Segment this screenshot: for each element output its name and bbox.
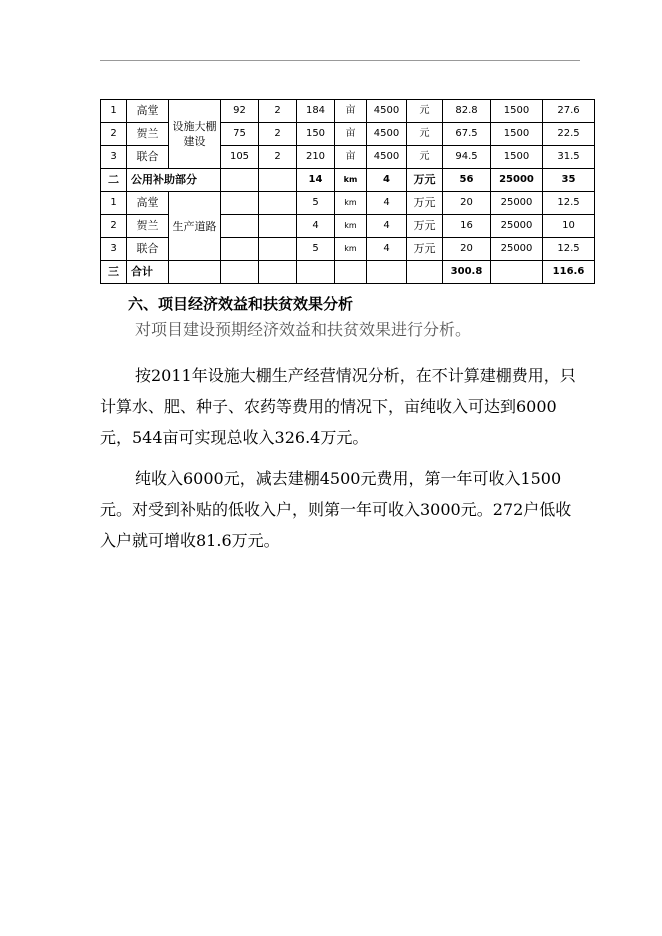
table-cell: 2	[259, 100, 297, 123]
table-cell: 元	[407, 123, 443, 146]
table-cell: 元	[407, 100, 443, 123]
table-cell: 亩	[335, 100, 367, 123]
table-cell: 万元	[407, 238, 443, 261]
table-cell	[259, 215, 297, 238]
table-cell: 2	[101, 215, 127, 238]
category-greenhouse: 设施大棚建设	[169, 100, 221, 169]
table-cell: 27.6	[543, 100, 595, 123]
table-cell: km	[335, 192, 367, 215]
table-cell: 35	[543, 169, 595, 192]
section-heading: 六、项目经济效益和扶贫效果分析	[128, 295, 354, 313]
table-cell: 2	[101, 123, 127, 146]
table-cell: 4	[367, 238, 407, 261]
table-cell: 4	[367, 192, 407, 215]
budget-table	[100, 99, 595, 284]
table-cell: 25000	[491, 169, 543, 192]
table-cell: 二	[101, 169, 127, 192]
table-cell: 4500	[367, 146, 407, 169]
table-cell	[491, 261, 543, 284]
section-intro: 对项目建设预期经济效益和扶贫效果进行分析。	[135, 320, 472, 339]
table-cell: 联合	[127, 238, 169, 261]
table-cell: 1500	[491, 123, 543, 146]
table-cell: 75	[221, 123, 259, 146]
table-cell: 合计	[127, 261, 169, 284]
table-cell: 210	[297, 146, 335, 169]
table-cell	[259, 261, 297, 284]
table-cell	[297, 261, 335, 284]
table-cell: 92	[221, 100, 259, 123]
table-cell	[221, 192, 259, 215]
table-cell	[221, 238, 259, 261]
table-cell: 25000	[491, 192, 543, 215]
table-cell: 4	[367, 169, 407, 192]
table-cell: 14	[297, 169, 335, 192]
table-cell: 1	[101, 192, 127, 215]
table-cell: 联合	[127, 146, 169, 169]
table-cell: 三	[101, 261, 127, 284]
table-cell: 2	[259, 146, 297, 169]
table-cell: 万元	[407, 215, 443, 238]
table-cell: 20	[443, 192, 491, 215]
table-cell	[221, 215, 259, 238]
category-road: 生产道路	[169, 192, 221, 261]
table-cell: 公用补助部分	[127, 169, 221, 192]
table-cell: 贺兰	[127, 123, 169, 146]
table-cell: 5	[297, 192, 335, 215]
table-cell: 82.8	[443, 100, 491, 123]
table-cell: 12.5	[543, 192, 595, 215]
table-cell: 万元	[407, 169, 443, 192]
table-cell: 贺兰	[127, 215, 169, 238]
table-cell: 16	[443, 215, 491, 238]
table-cell: 1	[101, 100, 127, 123]
table-cell: km	[335, 238, 367, 261]
paragraph-income-analysis: 按2011年设施大棚生产经营情况分析，在不计算建棚费用，只计算水、肥、种子、农药等费用的情况下，亩纯收入可达到6000元，544亩可实现总收入326.4万元。	[100, 366, 576, 447]
table-cell: 亩	[335, 146, 367, 169]
table-cell: 31.5	[543, 146, 595, 169]
table-cell: 2	[259, 123, 297, 146]
table-cell	[259, 192, 297, 215]
table-cell: 105	[221, 146, 259, 169]
table-cell: 高堂	[127, 100, 169, 123]
table-cell	[259, 238, 297, 261]
table-cell: 3	[101, 238, 127, 261]
table-cell: 4500	[367, 123, 407, 146]
table-cell: 22.5	[543, 123, 595, 146]
table-cell	[221, 261, 259, 284]
table-cell: 67.5	[443, 123, 491, 146]
table-cell	[407, 261, 443, 284]
table-cell: 4	[367, 215, 407, 238]
table-cell: 万元	[407, 192, 443, 215]
table-cell: 1500	[491, 100, 543, 123]
table-cell: 3	[101, 146, 127, 169]
table-cell: km	[335, 169, 367, 192]
table-cell: 1500	[491, 146, 543, 169]
table-row	[101, 100, 595, 123]
table-row-total	[101, 261, 595, 284]
page-header-rule	[100, 60, 580, 61]
table-row-subtotal	[101, 169, 595, 192]
table-cell: 56	[443, 169, 491, 192]
table-cell	[221, 169, 259, 192]
table-cell: 184	[297, 100, 335, 123]
table-cell	[259, 169, 297, 192]
table-cell: 94.5	[443, 146, 491, 169]
table-cell: 20	[443, 238, 491, 261]
table-cell: 4500	[367, 100, 407, 123]
table-cell	[335, 261, 367, 284]
table-cell: 高堂	[127, 192, 169, 215]
table-cell: 12.5	[543, 238, 595, 261]
table-cell: 元	[407, 146, 443, 169]
table-cell: 亩	[335, 123, 367, 146]
table-cell: 150	[297, 123, 335, 146]
table-cell: 25000	[491, 238, 543, 261]
table-cell: 116.6	[543, 261, 595, 284]
table-cell: 25000	[491, 215, 543, 238]
table-cell: 300.8	[443, 261, 491, 284]
table-row	[101, 192, 595, 215]
table-cell: 5	[297, 238, 335, 261]
table-cell	[367, 261, 407, 284]
paragraph-low-income: 纯收入6000元，减去建棚4500元费用，第一年可收入1500元。对受到补贴的低收入户，则第一年可收入3000元。272户低收入户就可增收81.6万元。	[100, 469, 572, 550]
table-cell	[169, 261, 221, 284]
table-cell: km	[335, 215, 367, 238]
table-cell: 10	[543, 215, 595, 238]
table-cell: 4	[297, 215, 335, 238]
